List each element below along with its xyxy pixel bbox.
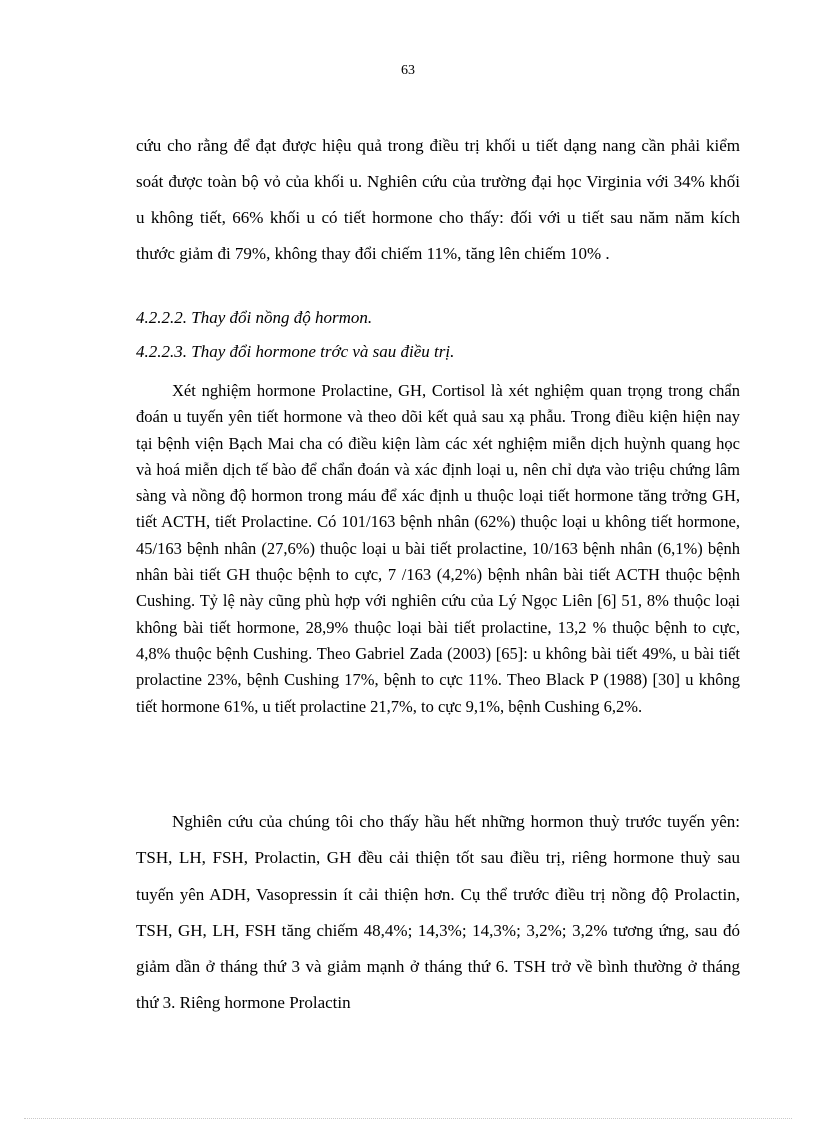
section-heading-4-2-2-3: 4.2.2.3. Thay đổi hormone trớc và sau điều trị. bbox=[136, 342, 455, 361]
paragraph-3: Nghiên cứu của chúng tôi cho thấy hầu hết những hormon thuỳ trước tuyến yên: TSH, LH, FSH, Prolactin, GH đều cải thiện tốt sau điều trị, riêng hormone thuỳ sau tuyến yên ADH, Vasopressin ít cải thiện hơn. Cụ thể trước điều trị nồng độ Prolactin, TSH, GH, LH, FSH tăng chiếm 48,4%; 14,3%; 14,3%; 3,2%; 3,2% tương ứng, sau đó giảm dần ở tháng thứ 3 và giảm mạnh ở tháng thứ 6. TSH trở về bình thường ở tháng thứ 3. Riêng hormone Prolactin bbox=[136, 812, 740, 1013]
section-heading-4-2-2-2: 4.2.2.2. Thay đổi nồng độ hormon. bbox=[136, 308, 373, 327]
paragraph-2: Xét nghiệm hormone Prolactine, GH, Cortisol là xét nghiệm quan trọng trong chẩn đoán u tuyến yên tiết hormone và theo dõi kết quả sau xạ phẫu. Trong điều kiện hiện nay tại bệnh viện Bạch Mai cha có điều kiện làm các xét nghiệm miễn dịch huỳnh quang học và hoá miễn dịch tế bào để chẩn đoán và xác định loại u, nên chỉ dựa vào triệu chứng lâm sàng và nồng độ hormon trong máu để xác định u thuộc loại tiết hormone tăng trởng GH, tiết ACTH, tiết Prolactine. Có 101/163 bệnh nhân (62%) thuộc loại u không tiết hormone, 45/163 bệnh nhân (27,6%) thuộc loại u bài tiết prolactine, 10/163 bệnh nhân (6,1%) bệnh nhân bài tiết GH thuộc bệnh to cực, 7 /163 (4,2%) bệnh nhân bài tiết ACTH thuộc bệnh Cushing. Tỷ lệ này cũng phù hợp với nghiên cứu của Lý Ngọc Liên [6] 51, 8% thuộc loại không bài tiết hormone, 28,9% thuộc loại bài tiết prolactine, 13,2 % thuộc bệnh to cực, 4,8% thuộc bệnh Cushing. Theo Gabriel Zada (2003) [65]: u không bài tiết 49%, u bài tiết prolactine 23%, bệnh Cushing 17%, bệnh to cực 11%. Theo Black P (1988) [30] u không tiết hormone 61%, u tiết prolactine 21,7%, to cực 9,1%, bệnh Cushing 6,2%. bbox=[136, 381, 740, 716]
paragraph-1: cứu cho rằng để đạt được hiệu quả trong điều trị khối u tiết dạng nang cần phải kiểm soát được toàn bộ vỏ của khối u. Nghiên cứu của trường đại học Virginia với 34% khối u không tiết, 66% khối u có tiết hormone cho thấy: đối với u tiết sau năm năm kích thước giảm đi 79%, không thay đổi chiếm 11%, tăng lên chiếm 10% . bbox=[136, 136, 740, 263]
page-bottom-divider bbox=[24, 1118, 792, 1119]
page-number: 63 bbox=[401, 63, 415, 78]
